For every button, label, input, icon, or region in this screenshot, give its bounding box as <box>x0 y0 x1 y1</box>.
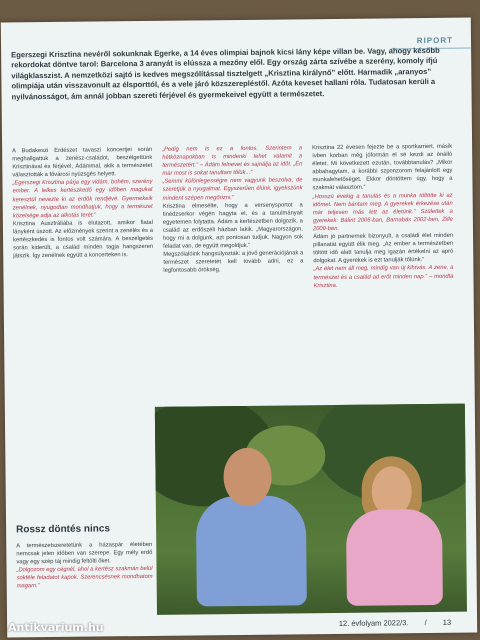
issue-label: 12. évfolyam 2022/3. <box>338 618 409 628</box>
lead-paragraph: Egerszegi Krisztina nevéről sokunknak Egerke, a 14 éves olimpiai bajnok kicsi lány képe villan be. Vagy, ahogy később rekordokat döntve tarol: Barcelona 3 aranyát is elússza a mezőny elől. Egy ország zárta szívébe a szerény, komoly ifjú világklasszist. A nemzetközi sajtó is kedves megszólítással tisztelgett „Krisztina királynő” előtt. Harmadik „aranyos” olimpiája után visszavonult az élsporttól, és a vele járó közszerepléstől. Azóta keveset hallani róla. Tudatosan kerüli a nyilvánosságot, ám annál jobban szereti férjével és gyermekeivel együtt a természetet. <box>11 45 440 101</box>
col3-quote: „Az élet nem áll meg, mindig van új kihívás. A zene, a természet és a család ad erőt minden nap.” – mondta Krisztina. <box>313 265 454 289</box>
col4-paragraph: A természetszeretetünk a házaspár életében nemcsak jelen időben van szerepe. Egy mély erdő vagy egy szép táj mindig feltölti őket. <box>16 541 153 566</box>
page-footer <box>339 618 451 628</box>
couple-photo <box>155 404 467 615</box>
man-head <box>223 448 272 506</box>
subheading: Rossz döntés nincs <box>16 523 111 536</box>
col1-paragraph: Krisztina Ausztráliába is elutazott, amikor fiatal lányként úszott. Az előzmények szerint a zenélés és a kertészkedés is fontos volt számára. A beszélgetés során kiderült, a család minden tagja hangszeren játszik. Így zenélnek együtt a koncerteken is. <box>12 219 154 260</box>
column-2 <box>162 144 303 275</box>
col2-paragraph: Krisztina elmesélte, hogy a versenysportot a tinédzserkor végén hagyta el, és a tanulmányait egyetemen folytatta. Ádám a kertészetben dolgozik, a család az erdőszéli házban lakik. „Magyarországon, hogy mi a dolgunk, azt pontosan tudjuk. Nagyon sok feladat van, de együtt megoldjuk.” <box>162 201 304 250</box>
col2-quote: „Pedig nem is ez a fontos. Szerintem a hétköznapokban is mindenki tehet valamit a természetért.” – Ádám felnevet és sajnálja az időt. „Én már most is sokat tanultam tőlük...” <box>162 145 303 178</box>
column-1 <box>12 146 153 261</box>
section-tab: RIPORT <box>416 35 454 46</box>
col3-paragraph: Krisztina 22 évesen fejezte be a sportkarriert, másik ívben korban még jóformán el sé kezdi az önálló életet. Mi következett ezután, továbbtanulás? „Mikor abbahagytam, a korábbi szponzorom felajánlott egy munkalehetőséget. Ekkor döntöttem úgy, hogy a szakmát választom.” <box>312 143 453 192</box>
col4-quote: „Dolgozom egy cégnél, ahol a kertész szakmán belül sokféle feladatot kapok. Szerencsésnek mondhatom magam.” <box>16 566 153 590</box>
page-number: 13 <box>442 617 452 627</box>
woman-figure <box>346 509 443 606</box>
watermark: Antikvarium.hu <box>8 621 104 634</box>
man-figure <box>196 495 307 606</box>
footer-separator: / <box>424 618 427 628</box>
col2-paragraph: Megszólalóink hangsúlyozták: a jövő generációjának a természet szeretetét kell tovább adni, ez a legfontosabb örökség. <box>163 250 304 275</box>
magazine-page <box>1 18 477 638</box>
col1-paragraph: A Budakeszi Erdészet tavaszi koncertjei során meghallgattuk a zenész-családot, beszélgettünk Krisztinával és férjével, Ádámmal, akik a természetet választották a fővárosi nyüzsgés helyett. <box>12 146 153 179</box>
col3-quote: „Hosszú évekig a tanulás és a munka töltötte ki az időmet. Nem bántam meg. A gyerekek érkezése után már teljesen más lett az életünk.” Születtek a gyerekek: Bálint 2006-ban, Barnabás 2002-ben, Zille 2009-ben. <box>312 192 453 233</box>
column-4 <box>16 541 153 591</box>
col3-paragraph: Ádám jó partnernek bizonyult, a családi élet minden pillanatát együtt élik meg. „Az ember a természetben töltött idő alatt tanulja meg igazán értékelni az apró dolgokat. A gyerekek is ezt tanulják tőlünk.” <box>313 232 454 265</box>
col2-quote: „Semmi különlegességre nem vagyunk beszolva, de szeretjük a nyugalmat. Egyszerűen élünk, igyekszünk mindent szépen megőrizni.” <box>162 177 303 202</box>
column-3 <box>312 143 454 290</box>
col1-quote: „Egerszegi Krisztina párja egy vidám, bohém, szerény ember. A lelkes kertészkedő egy időben magukat keresztül nevezte ki az erdők rendjévé. Gyermekeik zenélnek, nyugodtan mondhatjuk, hogy a természet közelsége adja az alkotás terét.” <box>12 179 153 220</box>
